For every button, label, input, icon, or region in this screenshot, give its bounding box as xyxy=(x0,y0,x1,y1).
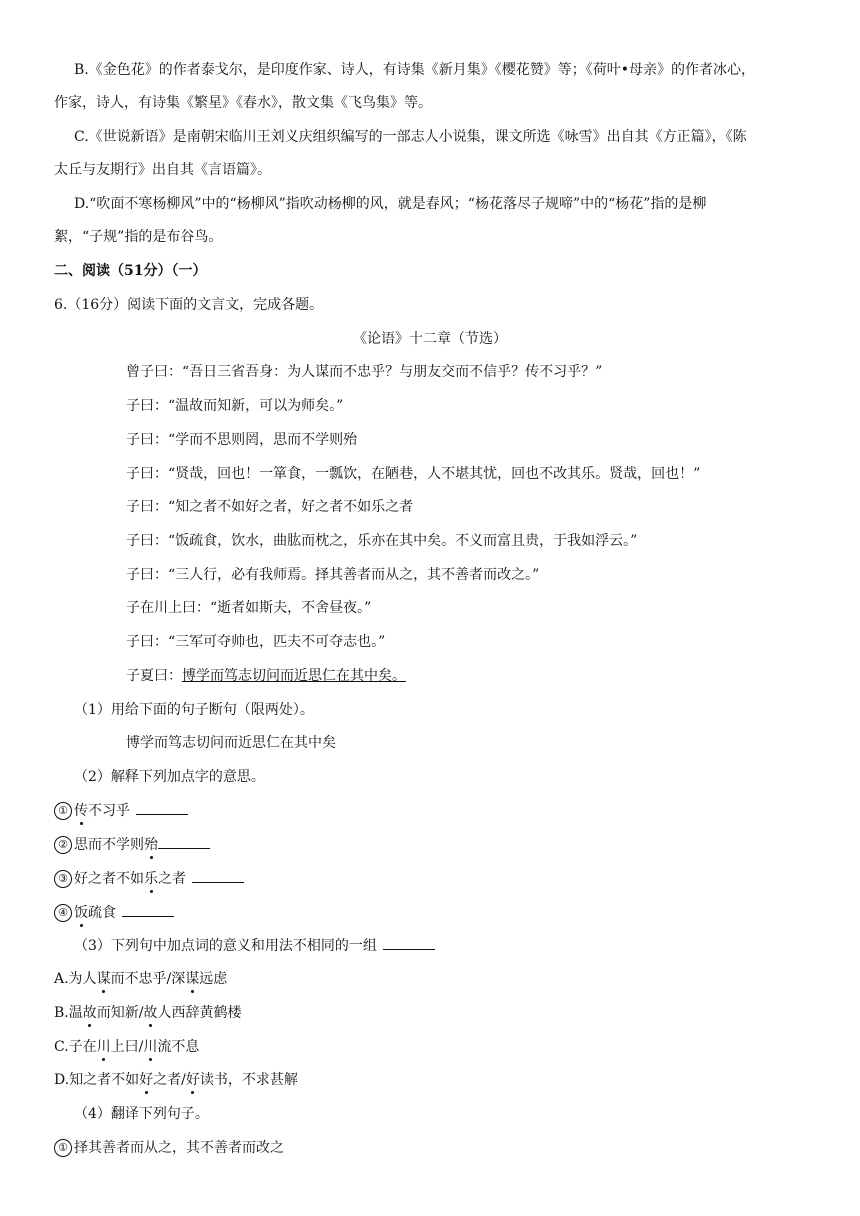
option-text: 之者/ xyxy=(153,1072,186,1088)
option-text: B.温 xyxy=(54,1005,83,1021)
passage-line: 子曰：“贤哉，回也！一箪食，一瓢饮，在陋巷，人不堪其忧，回也不改其乐。贤哉，回也！” xyxy=(126,466,701,482)
answer-blank[interactable] xyxy=(136,800,188,815)
option-text: D.知之者不如 xyxy=(54,1072,140,1088)
dotted-char: 故 xyxy=(82,1005,97,1021)
option-text: 上曰/ xyxy=(110,1039,144,1055)
item-text: 疏食 xyxy=(88,905,116,921)
dotted-char: 饭 xyxy=(74,905,88,921)
dotted-char: 殆 xyxy=(144,837,158,853)
passage-line: 子曰：“知之者不如好之者，好之者不如乐之者 xyxy=(126,499,414,515)
q3-option-c xyxy=(54,1037,199,1057)
item-text: 之者 xyxy=(158,871,186,887)
q2-item xyxy=(54,834,210,855)
option-text: 而不忠乎/深 xyxy=(110,971,186,987)
passage-last-line xyxy=(126,666,406,686)
option-b-line1: B.《金色花》的作者泰戈尔，是印度作家、诗人，有诗集《新月集》《樱花赞》等；《荷叶•母亲》的作者冰心， xyxy=(74,62,755,78)
q2-item xyxy=(54,868,244,889)
q4-prompt: （4）翻译下列句子。 xyxy=(74,1106,209,1122)
item-text: 好之者不如 xyxy=(74,871,144,887)
option-text: C.子在 xyxy=(54,1039,97,1055)
dotted-char: 谋 xyxy=(96,971,111,987)
option-text: 流不息 xyxy=(157,1039,200,1055)
passage-line: 子曰：“三军可夺帅也，匹夫不可夺志也。” xyxy=(126,634,386,650)
q2-item xyxy=(54,800,188,821)
section-heading: 二、阅读（51分）（一） xyxy=(54,263,207,279)
dotted-char: 川 xyxy=(143,1039,158,1055)
q3-option-a xyxy=(54,969,227,989)
q1-sentence: 博学而笃志切问而近思仁在其中矣 xyxy=(126,735,336,751)
speaker-prefix: 子夏曰： xyxy=(126,668,182,684)
dotted-char: 故 xyxy=(143,1005,158,1021)
circled-number: ② xyxy=(54,836,72,854)
dotted-char: 谋 xyxy=(185,971,200,987)
dotted-char: 好 xyxy=(139,1072,154,1088)
circled-number: ① xyxy=(54,802,72,820)
q3-option-b xyxy=(54,1003,241,1023)
option-d-line1: D.“吹面不寒杨柳风”中的“杨柳风”指吹动杨柳的风，就是春风；“杨花落尽子规啼”中的“杨花”指的是柳 xyxy=(74,196,707,212)
option-text: 人西辞黄鹤楼 xyxy=(157,1005,242,1021)
circled-number: ③ xyxy=(54,870,72,888)
circled-number: ④ xyxy=(54,904,72,922)
option-text: A.为人 xyxy=(54,971,97,987)
option-c-line2: 太丘与友期行》出自其《言语篇》。 xyxy=(54,162,271,178)
answer-blank[interactable] xyxy=(192,868,244,883)
q3-prompt-text: （3）下列句中加点词的意义和用法不相同的一组 xyxy=(74,938,377,954)
q3-option-d xyxy=(54,1070,298,1090)
passage-line: 子曰：“温故而知新，可以为师矣。” xyxy=(126,398,344,414)
item-text: 择其善者而从之，其不善者而改之 xyxy=(74,1140,284,1156)
passage-line: 子在川上曰：“逝者如斯夫，不舍昼夜。” xyxy=(126,600,372,616)
q2-item xyxy=(54,902,174,923)
q3-prompt xyxy=(74,935,435,956)
passage-line: 子曰：“饭疏食，饮水，曲肱而枕之，乐亦在其中矣。不义而富且贵，于我如浮云。” xyxy=(126,533,638,549)
passage-title: 《论语》十二章（节选） xyxy=(353,331,507,347)
answer-blank[interactable] xyxy=(383,935,435,950)
passage-line: 曾子曰：“吾日三省吾身：为人谋而不忠乎？与朋友交而不信乎？传不习乎？” xyxy=(126,364,603,380)
circled-number: ① xyxy=(54,1139,72,1157)
dotted-char: 乐 xyxy=(144,871,158,887)
option-text: 而知新/ xyxy=(96,1005,144,1021)
option-c-line1: C.《世说新语》是南朝宋临川王刘义庆组织编写的一部志人小说集，课文所选《咏雪》出自其《方正篇》，《陈 xyxy=(74,129,747,145)
answer-blank[interactable] xyxy=(158,834,210,849)
underlined-sentence: 博学而笃志切问而近思仁在其中矣。 xyxy=(182,668,406,684)
passage-line: 子曰：“三人行，必有我师焉。择其善者而从之，其不善者而改之。” xyxy=(126,567,540,583)
dotted-char: 好 xyxy=(185,1072,200,1088)
item-text: 不习乎 xyxy=(88,803,130,819)
answer-blank[interactable] xyxy=(122,902,174,917)
passage-line: 子曰：“学而不思则罔，思而不学则殆 xyxy=(126,432,358,448)
option-text: 远虑 xyxy=(199,971,228,987)
option-text: 读书，不求甚解 xyxy=(199,1072,298,1088)
question-6-stem: 6.（16分）阅读下面的文言文，完成各题。 xyxy=(54,297,324,313)
option-b-line2: 作家，诗人，有诗集《繁星》《春水》，散文集《飞鸟集》等。 xyxy=(54,95,432,111)
option-d-line2: 絮，“子规”指的是布谷鸟。 xyxy=(54,229,223,245)
q1-prompt: （1）用给下面的句子断句（限两处）。 xyxy=(74,702,314,718)
q2-prompt: （2）解释下列加点字的意思。 xyxy=(74,769,265,785)
dotted-char: 传 xyxy=(74,803,88,819)
q4-item xyxy=(54,1138,284,1158)
item-text: 思而不学则 xyxy=(74,837,144,853)
dotted-char: 川 xyxy=(96,1039,111,1055)
